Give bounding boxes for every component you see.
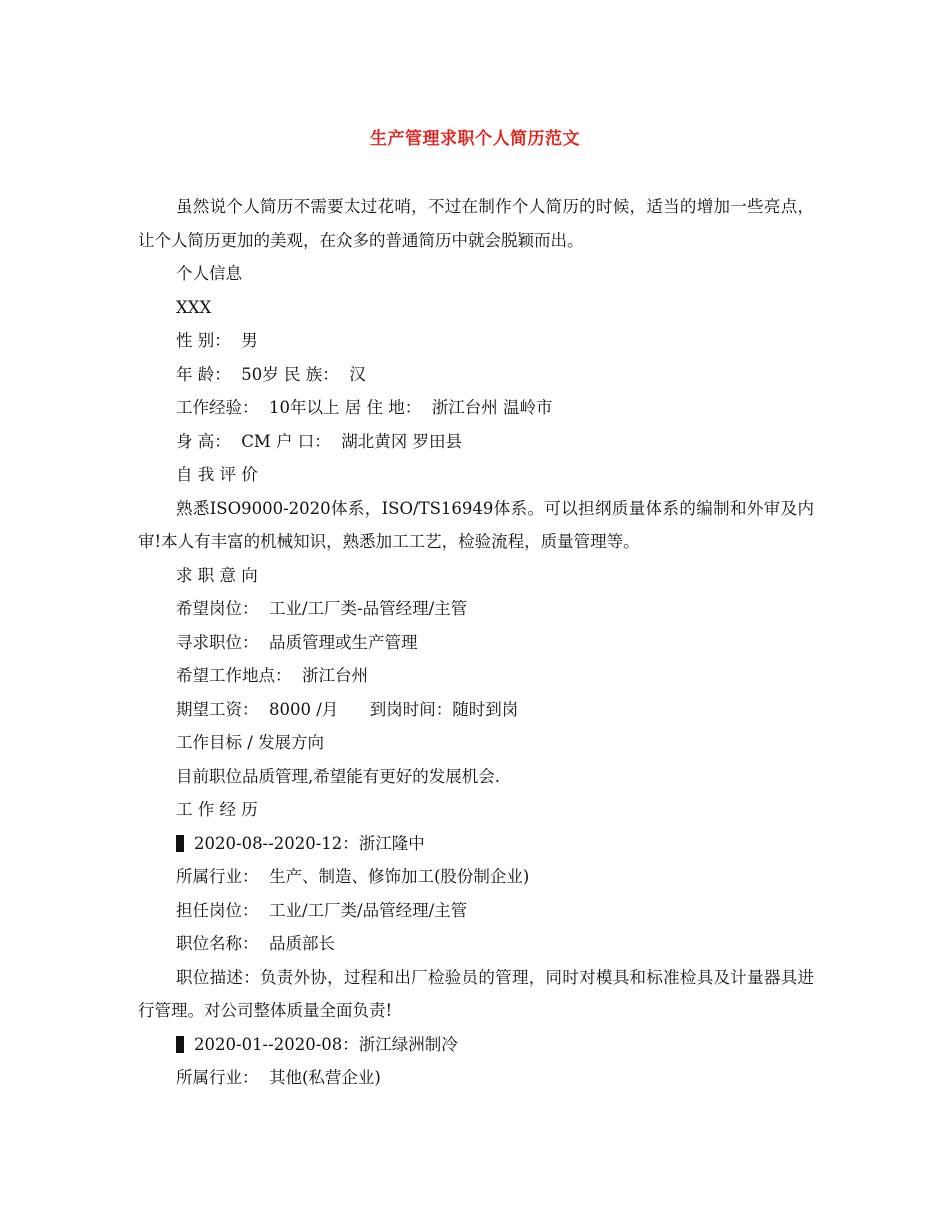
- desired-location-line: 希望工作地点： 浙江台州: [176, 666, 368, 685]
- experience-residence-line: 工作经验： 10年以上 居 住 地： 浙江台州 温岭市: [176, 398, 553, 417]
- goal-heading: 工作目标 / 发展方向: [176, 733, 325, 752]
- work-history-heading: 工 作 经 历: [176, 800, 258, 819]
- name-value: XXX: [176, 297, 212, 317]
- self-evaluation-heading: 自 我 评 价: [176, 465, 258, 484]
- resume-body: [138, 190, 814, 1095]
- job-entry-header: [138, 827, 814, 861]
- bullet-block-icon: [176, 1036, 184, 1053]
- job-industry-line: 所属行业： 其他(私营企业): [176, 1068, 381, 1087]
- seeking-position-line: 寻求职位： 品质管理或生产管理: [176, 632, 418, 652]
- job-intention-heading: 求 职 意 向: [176, 565, 258, 585]
- salary-arrival-line: 期望工资： 8000 /月 到岗时间：随时到岗: [176, 699, 519, 719]
- goal-text: 目前职位品质管理,希望能有更好的发展机会.: [176, 766, 500, 786]
- bullet-block-icon: [176, 835, 184, 852]
- page-title: 生产管理求职个人简历范文: [370, 129, 580, 149]
- job-position-line: 担任岗位： 工业/工厂类/品管经理/主管: [176, 900, 468, 920]
- age-ethnicity-line: 年 龄： 50岁 民 族： 汉: [176, 364, 366, 384]
- job-entry-header: [138, 1028, 814, 1062]
- job-period-company: 2020-08--2020-12：浙江隆中: [194, 833, 425, 853]
- job-industry-line: 所属行业： 生产、制造、修饰加工(股份制企业): [176, 867, 530, 886]
- personal-info-heading: 个人信息: [176, 264, 242, 283]
- height-hukou-line: 身 高： CM 户 口： 湖北黄冈 罗田县: [176, 431, 462, 451]
- desired-position-line: 希望岗位： 工业/工厂类-品管经理/主管: [176, 599, 468, 618]
- gender-line: 性 别： 男: [176, 331, 258, 350]
- self-evaluation-text: 熟悉ISO9000-2020体系，ISO/TS16949体系。可以担纲质量体系的编制和外审及内审!本人有丰富的机械知识，熟悉加工工艺，检验流程，质量管理等。: [138, 498, 814, 551]
- job-title-line: 职位名称： 品质部长: [176, 934, 335, 953]
- job-period-company: 2020-01--2020-08：浙江绿洲制冷: [194, 1034, 458, 1054]
- job-description: 职位描述：负责外协，过程和出厂检验员的管理，同时对模具和标准检具及计量器具进行管理。对公司整体质量全面负责!: [138, 967, 814, 1020]
- intro-paragraph: 虽然说个人简历不需要太过花哨，不过在制作个人简历的时候，适当的增加一些亮点，让个人简历更加的美观，在众多的普通简历中就会脱颖而出。: [138, 197, 814, 250]
